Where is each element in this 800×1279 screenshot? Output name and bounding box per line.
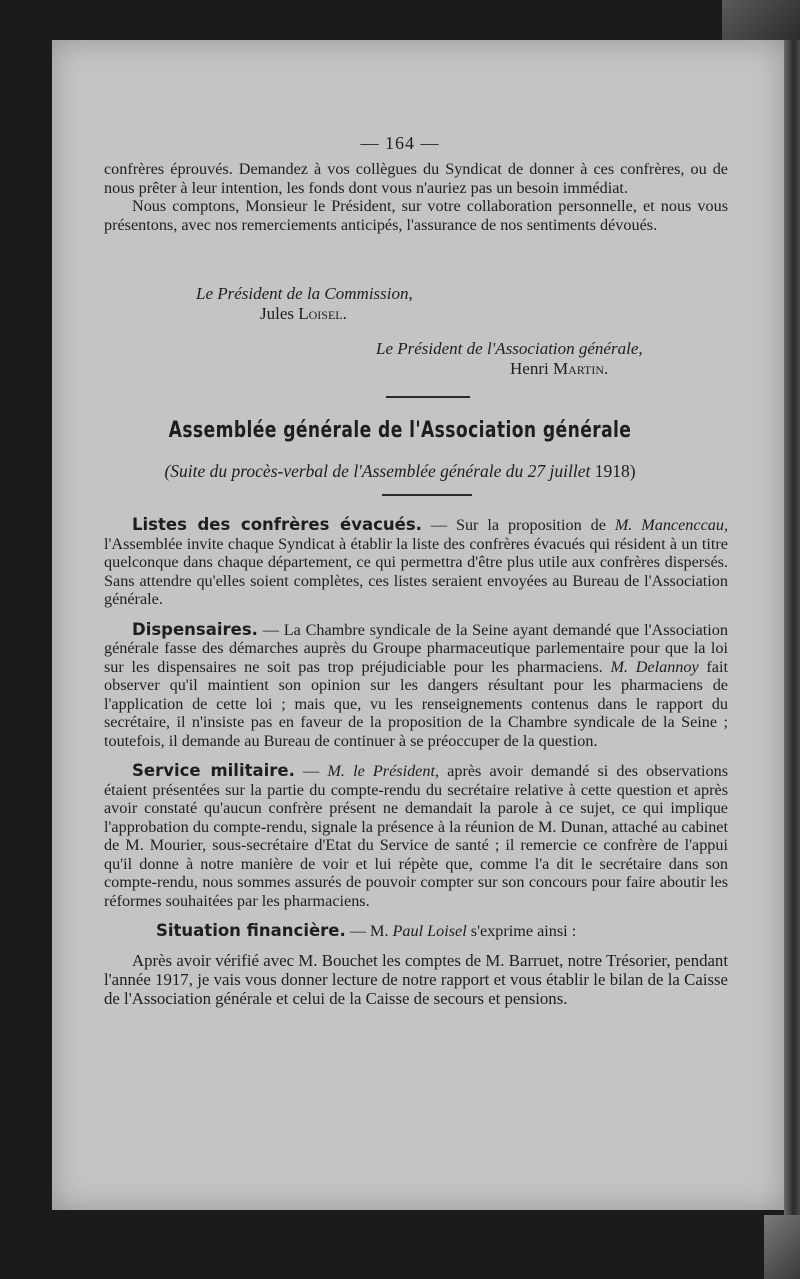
intro-block bbox=[104, 160, 728, 234]
signature-right-name: Henri Martin. bbox=[510, 359, 609, 378]
item-evacues: Listes des confrères évacués. — Sur la proposition de M. Mancenccau, l'Assemblée invite chaque Syndicat à établir la liste des confrères évacués qui résident à un titre quelconque dans chaque département, ce qui permettra d'être plus utile aux confrères dispersés. Sans attendre qu'elles soient complètes, ces listes seraient envoyées au Bureau de l'Association générale. bbox=[104, 515, 728, 608]
closing-paragraph: Après avoir vérifié avec M. Bouchet les comptes de M. Barruet, notre Trésorier, pendant l'année 1917, je vais vous donner lecture de notre rapport et vous établir le bilan de la Caisse de l'Association générale et celui de la Caisse de secours et pensions. bbox=[104, 950, 728, 1008]
signature-left-title: Le Président de la Commission, bbox=[196, 284, 413, 303]
signature-left bbox=[196, 284, 413, 324]
signature-left-name: Jules Loisel. bbox=[260, 304, 347, 323]
separator-rule-top bbox=[386, 396, 470, 398]
item-situation-financiere: Situation financière. — M. Paul Loisel s'exprime ainsi : bbox=[156, 921, 577, 940]
scan-corner-bottom-right bbox=[764, 1215, 800, 1279]
item-dispensaires: Dispensaires. — La Chambre syndicale de la Seine ayant demandé que l'Association générale fasse des démarches auprès du Groupe pharmaceutique parlementaire pour que la loi sur les dispensaires ne soit pas trop préjudiciable pour les pharmaciens. M. Delannoy fait observer qu'il maintient son opinion sur les dangers résultant pour les pharmaciens de l'application de cette loi ; mais que, vu les renseignements contenus dans le rapport du secrétaire, il n'insiste pas en faveur de la proposition de la Chambre syndicale de la Seine ; toutefois, il demande au Bureau de continuer à se préoccuper de la question. bbox=[104, 619, 728, 750]
intro-paragraph-1: confrères éprouvés. Demandez à vos collègues du Syndicat de donner à ces confrères, ou de nous prêter à leur intention, les fonds dont vous n'auriez pas un besoin immédiat. bbox=[104, 160, 728, 197]
section-title: Assemblée générale de l'Association générale bbox=[168, 418, 632, 443]
page-edge-shadow bbox=[784, 40, 800, 1279]
signature-right-title: Le Président de l'Association générale, bbox=[376, 339, 643, 358]
item-service-militaire: Service militaire. — M. le Président, après avoir demandé si des observations étaient présentées sur la partie du compte-rendu du secrétaire relative à cette question et après avoir constaté qu'aucun confrère présent ne demandait la parole à ce sujet, ce qui implique l'approbation du compte-rendu, signale la présence à la réunion de M. Dunan, attaché au cabinet de M. Mourier, sous-secrétaire d'Etat du Service de santé ; il remercie ce confrère de l'appui qu'il donne à notre manière de voir et lui répète que, comme l'a dit le secrétaire dans son compte-rendu, nous sommes assurés de pouvoir compter sur son concours pour faire aboutir les réformes souhaitées par les pharmaciens. bbox=[104, 761, 728, 910]
page-number: — 164 — bbox=[360, 133, 440, 153]
signature-right bbox=[376, 339, 643, 379]
intro-paragraph-2: Nous comptons, Monsieur le Président, sur votre collaboration personnelle, et nous vous présentons, avec nos remerciements anticipés, l'assurance de nos sentiments dévoués. bbox=[104, 197, 728, 234]
minutes-body bbox=[104, 516, 728, 1008]
separator-rule-bottom bbox=[382, 494, 472, 496]
section-subtitle: (Suite du procès-verbal de l'Assemblée générale du 27 juillet 1918) bbox=[164, 461, 636, 481]
scan-corner-top-right bbox=[722, 0, 800, 40]
scan-bottom-border bbox=[52, 1210, 784, 1279]
